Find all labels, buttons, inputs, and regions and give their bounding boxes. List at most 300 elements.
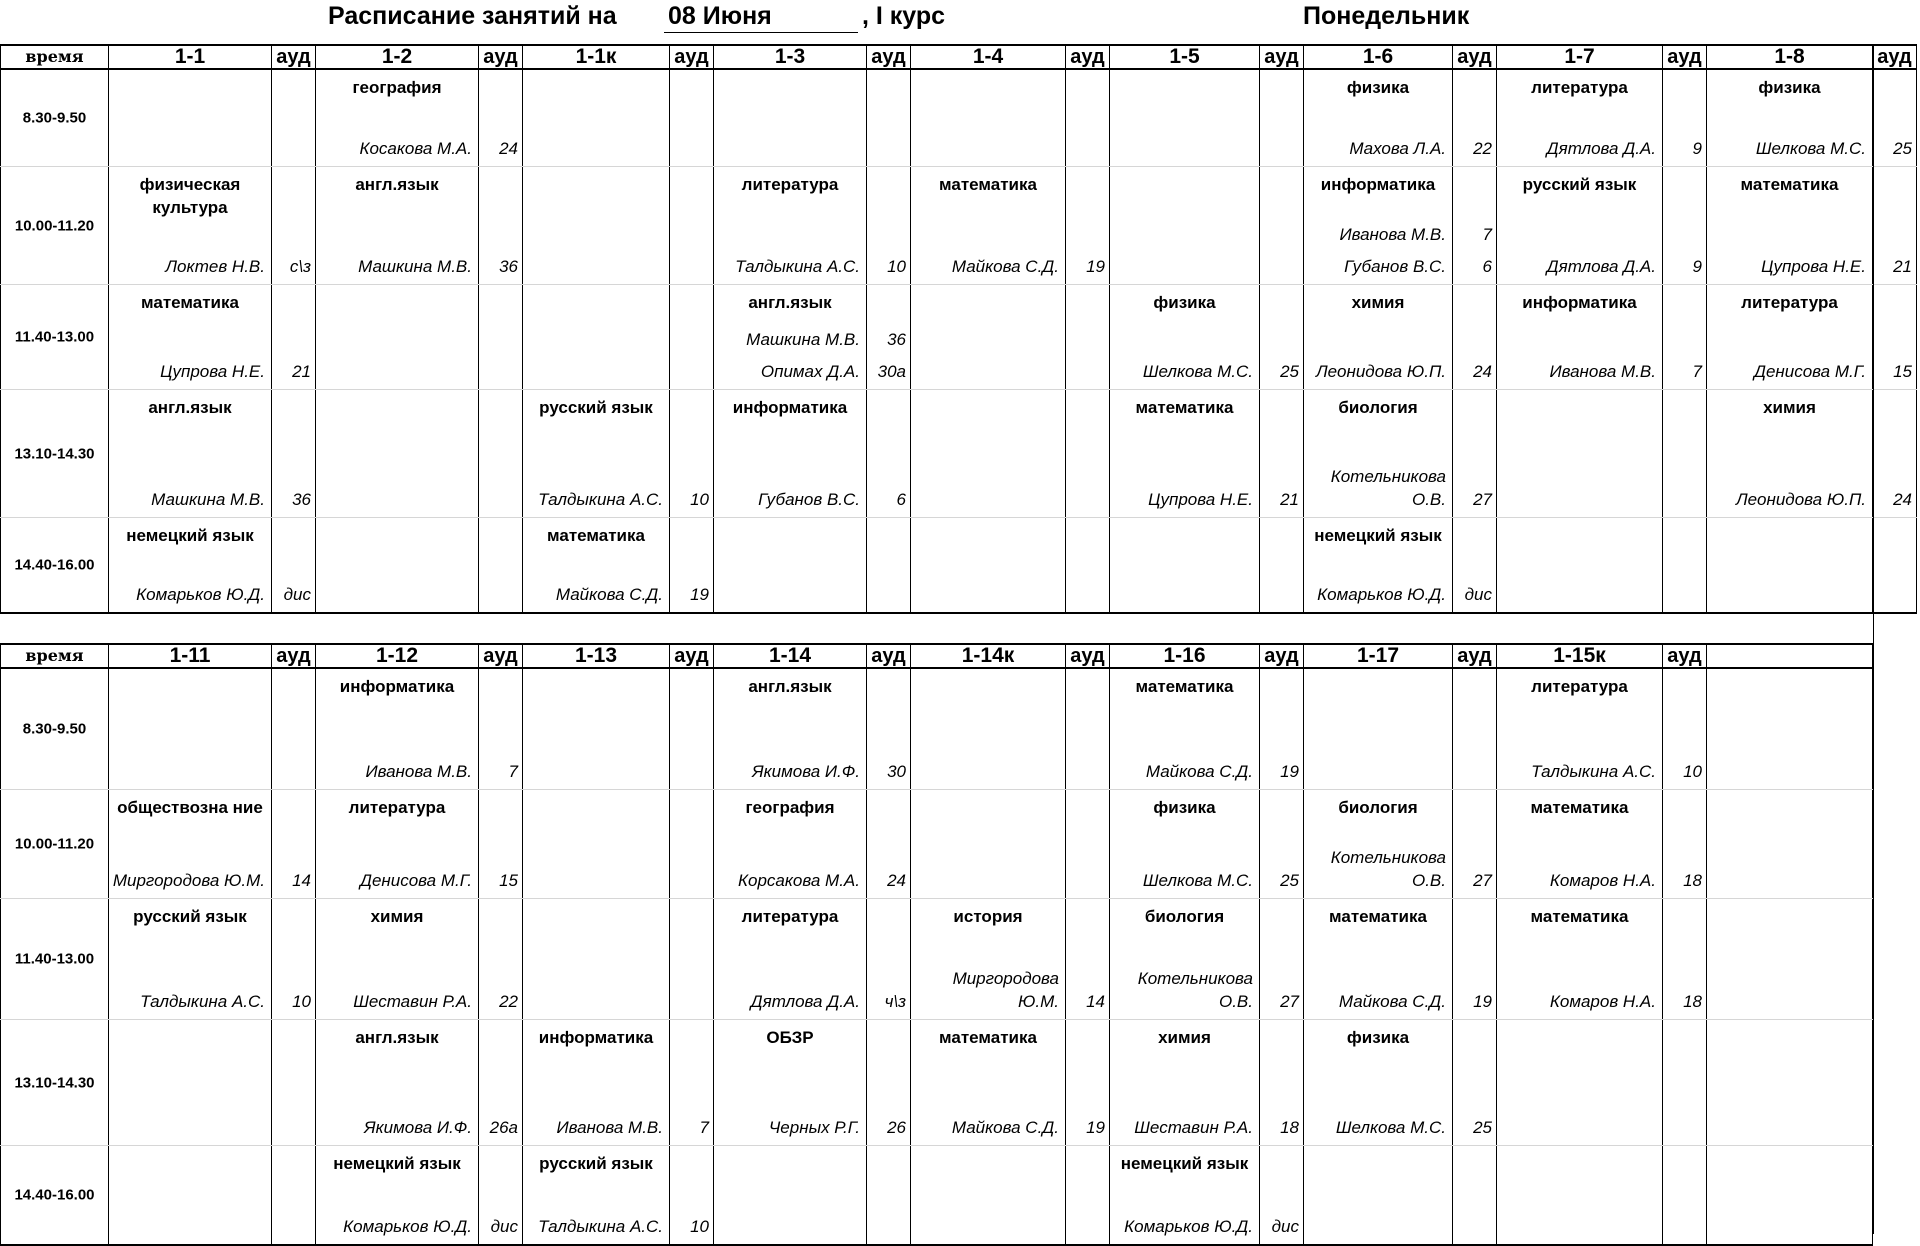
teacher-name: Майкова С.Д. [951, 257, 1059, 276]
subject-name: физика [1758, 78, 1821, 97]
room-cell [1873, 390, 1917, 518]
subject-name: математика [939, 1028, 1037, 1047]
time-slot-label: 8.30-9.50 [22, 720, 87, 738]
teacher-name: Майкова С.Д. [555, 585, 663, 604]
lesson-cell [523, 1146, 670, 1246]
schedule-table-2 [0, 643, 1873, 1246]
schedule-date: 08 Июня [668, 2, 772, 30]
room-number: 7 [1482, 225, 1492, 244]
lesson-cell [1707, 285, 1873, 390]
subject-name: литература [1741, 293, 1838, 312]
teacher-name: Цупрова Н.Е. [1761, 257, 1866, 276]
teacher-name: Иванова М.В. [1549, 362, 1656, 381]
lesson-cell [714, 1020, 867, 1146]
lesson-cell [1304, 1146, 1453, 1246]
teacher-name: Майкова С.Д. [1338, 992, 1446, 1011]
teacher-name: Леонидова Ю.П. [1735, 490, 1866, 509]
room-number: 19 [1086, 257, 1105, 276]
room-header: ауд [479, 644, 523, 668]
teacher-name: Комарьков Ю.Д. [1317, 585, 1446, 604]
teacher-name: Шелкова М.С. [1142, 362, 1253, 381]
lesson-cell [1304, 899, 1453, 1020]
header-row [1, 45, 1917, 69]
room-cell [867, 390, 911, 518]
room-number: 36 [499, 257, 518, 276]
lesson-cell [1110, 668, 1260, 790]
room-cell [1260, 1146, 1304, 1246]
empty-cell [1707, 899, 1873, 1020]
time-slot [1, 69, 109, 167]
room-number: 19 [1086, 1118, 1105, 1137]
room-number: 24 [1473, 362, 1492, 381]
subject-name: биология [1338, 398, 1418, 417]
lesson-cell [316, 790, 479, 899]
room-cell [1663, 167, 1707, 285]
room-cell [1066, 285, 1110, 390]
room-number: 24 [1893, 490, 1912, 509]
teacher-name: Якимова И.Ф. [364, 1118, 472, 1137]
room-cell [1453, 1146, 1497, 1246]
teacher-name: Комаров Н.А. [1549, 871, 1656, 890]
room-cell [867, 899, 911, 1020]
teacher-name: Махова Л.А. [1349, 139, 1446, 158]
room-cell [1066, 69, 1110, 167]
room-cell [1663, 285, 1707, 390]
room-number: 27 [1473, 871, 1492, 890]
lesson-cell [1304, 69, 1453, 167]
room-number: 27 [1280, 992, 1299, 1011]
room-number: дис [1271, 1217, 1299, 1236]
course-label: , I курс [862, 2, 946, 30]
room-cell [867, 668, 911, 790]
lesson-cell [1497, 790, 1663, 899]
lesson-cell [1497, 1020, 1663, 1146]
room-number: 26а [489, 1118, 518, 1137]
teacher-name: Комарьков Ю.Д. [343, 1217, 472, 1236]
room-cell [1066, 167, 1110, 285]
lesson-cell [109, 790, 272, 899]
room-number: 10 [690, 1217, 709, 1236]
room-number: 18 [1683, 992, 1702, 1011]
lesson-row [1, 518, 1917, 614]
lesson-cell [316, 1020, 479, 1146]
lesson-cell [316, 167, 479, 285]
room-cell [1663, 668, 1707, 790]
room-number: 15 [1893, 362, 1912, 381]
subject-name: химия [1158, 1028, 1211, 1047]
time-slot [1, 899, 109, 1020]
subject-name: англ.язык [355, 175, 439, 194]
teacher-name: Якимова И.Ф. [752, 762, 860, 781]
room-number: 14 [292, 871, 311, 890]
subject-name: математика [1329, 907, 1427, 926]
group-header: 1-14к [911, 644, 1066, 668]
lesson-cell [316, 69, 479, 167]
teacher-name: Майкова С.Д. [951, 1118, 1059, 1137]
room-cell [1066, 390, 1110, 518]
room-number: 14 [1086, 992, 1105, 1011]
room-number: 22 [499, 992, 518, 1011]
room-header: ауд [1066, 45, 1110, 69]
subject-name: информатика [339, 677, 455, 696]
group-header: 1-6 [1304, 45, 1453, 69]
subject-name: математика [1135, 677, 1234, 696]
room-cell [1453, 790, 1497, 899]
lesson-cell [1110, 899, 1260, 1020]
lesson-cell [1497, 899, 1663, 1020]
lesson-cell [911, 1146, 1066, 1246]
room-cell [1260, 1020, 1304, 1146]
room-number: 18 [1280, 1118, 1299, 1137]
room-cell [670, 668, 714, 790]
lesson-cell [109, 390, 272, 518]
teacher-name: Иванова М.В. [556, 1118, 663, 1137]
empty-cell [1707, 1146, 1873, 1246]
subject-name: информатика [1320, 175, 1436, 194]
room-number: 6 [1482, 257, 1492, 276]
title-prefix: Расписание занятий на [328, 2, 617, 30]
room-header: ауд [1873, 45, 1917, 69]
room-cell [1453, 285, 1497, 390]
room-cell [1873, 518, 1917, 614]
teacher-name: Комарьков Ю.Д. [1124, 1217, 1253, 1236]
subject-name: немецкий язык [333, 1154, 461, 1173]
subject-name: математика [1135, 398, 1234, 417]
teacher-name: Косакова М.А. [359, 139, 472, 158]
lesson-cell [316, 1146, 479, 1246]
room-cell [1260, 285, 1304, 390]
lesson-cell [109, 899, 272, 1020]
lesson-cell [911, 790, 1066, 899]
room-cell [670, 1020, 714, 1146]
subject-name: англ.язык [355, 1028, 439, 1047]
room-number: 24 [887, 871, 906, 890]
lesson-cell [714, 668, 867, 790]
subject-name: физическая культура [139, 175, 241, 217]
lesson-row [1, 1146, 1873, 1246]
subject-name: обществозна ние [117, 798, 263, 817]
room-number: дис [490, 1217, 518, 1236]
date-underline [664, 32, 858, 33]
room-cell [670, 167, 714, 285]
lesson-cell [1110, 69, 1260, 167]
room-cell [272, 285, 316, 390]
room-number: 27 [1473, 490, 1492, 509]
lesson-cell [714, 899, 867, 1020]
room-header: ауд [1663, 644, 1707, 668]
lesson-cell [911, 69, 1066, 167]
group-header: 1-4 [911, 45, 1066, 69]
subject-name: математика [141, 293, 239, 312]
lesson-cell [1110, 1020, 1260, 1146]
header-row [1, 644, 1873, 668]
room-header: ауд [1453, 45, 1497, 69]
lesson-cell [1110, 790, 1260, 899]
lesson-cell [109, 518, 272, 614]
lesson-cell [714, 518, 867, 614]
lesson-cell [523, 790, 670, 899]
room-cell [479, 518, 523, 614]
subject-name: информатика [538, 1028, 654, 1047]
lesson-cell [109, 1146, 272, 1246]
time-slot-label: 10.00-11.20 [14, 217, 95, 234]
room-number: 24 [499, 139, 518, 158]
room-cell [272, 899, 316, 1020]
room-number: 25 [1473, 1118, 1492, 1137]
lesson-cell [316, 285, 479, 390]
room-cell [1260, 790, 1304, 899]
room-cell [1873, 69, 1917, 167]
room-cell [670, 790, 714, 899]
empty-cell [1707, 1020, 1873, 1146]
subject-name: химия [1351, 293, 1405, 312]
room-cell [1453, 69, 1497, 167]
room-number: 10 [1683, 762, 1702, 781]
room-header: ауд [1260, 45, 1304, 69]
room-cell [272, 790, 316, 899]
time-header: время [1, 45, 109, 69]
room-number: 36 [887, 330, 906, 349]
room-cell [479, 69, 523, 167]
time-slot-label: 10.00-11.20 [14, 835, 95, 853]
room-header: ауд [1453, 644, 1497, 668]
teacher-name: Шелкова М.С. [1335, 1118, 1446, 1137]
room-cell [272, 69, 316, 167]
room-cell [1066, 1020, 1110, 1146]
lesson-cell [714, 285, 867, 390]
room-number: 9 [1692, 257, 1702, 276]
subject-name: математика [1530, 798, 1629, 817]
room-number: ч\з [884, 992, 906, 1011]
group-header: 1-15к [1497, 644, 1663, 668]
room-number: 7 [508, 762, 518, 781]
group-header: 1-16 [1110, 644, 1260, 668]
time-header: время [1, 644, 109, 668]
room-cell [272, 167, 316, 285]
lesson-cell [523, 285, 670, 390]
lesson-cell [1707, 167, 1873, 285]
subject-name: англ.язык [148, 398, 232, 417]
teacher-name: Локтев Н.В. [165, 257, 265, 276]
room-number: 9 [1692, 139, 1702, 158]
room-cell [1663, 1020, 1707, 1146]
room-number: 30 [887, 762, 906, 781]
room-cell [479, 285, 523, 390]
room-cell [1663, 1146, 1707, 1246]
room-header: ауд [272, 644, 316, 668]
lesson-cell [1497, 390, 1663, 518]
room-cell [670, 518, 714, 614]
teacher-name: Денисова М.Г. [1753, 362, 1866, 381]
teacher-name: Цупрова Н.Е. [160, 362, 265, 381]
lesson-cell [714, 790, 867, 899]
subject-name: химия [370, 907, 424, 926]
room-cell [670, 285, 714, 390]
lesson-row [1, 69, 1917, 167]
empty-cell [1707, 790, 1873, 899]
room-cell [1260, 390, 1304, 518]
room-number: 25 [1280, 871, 1299, 890]
teacher-name: Шелкова М.С. [1142, 871, 1253, 890]
lesson-cell [1304, 390, 1453, 518]
lesson-cell [911, 1020, 1066, 1146]
subject-name: литература [741, 907, 839, 926]
teacher-name: Дятлова Д.А. [1546, 257, 1656, 276]
group-header: 1-2 [316, 45, 479, 69]
teacher-name: Шелкова М.С. [1755, 139, 1866, 158]
room-cell [1066, 899, 1110, 1020]
room-number: 10 [887, 257, 906, 276]
room-cell [479, 167, 523, 285]
room-header: ауд [670, 644, 714, 668]
schedule-table-1 [0, 44, 1917, 614]
time-slot [1, 167, 109, 285]
teacher-name: Талдыкина А.С. [735, 257, 860, 276]
room-cell [1453, 1020, 1497, 1146]
lesson-cell [109, 167, 272, 285]
subject-name: литература [1531, 677, 1628, 696]
lesson-cell [1707, 390, 1873, 518]
time-slot-label: 11.40-13.00 [14, 328, 95, 346]
room-number: 15 [499, 871, 518, 890]
room-cell [670, 1146, 714, 1246]
room-header: ауд [479, 45, 523, 69]
room-cell [1066, 518, 1110, 614]
room-number: 19 [690, 585, 709, 604]
lesson-cell [1304, 518, 1453, 614]
lesson-row [1, 285, 1917, 390]
lesson-cell [1110, 518, 1260, 614]
lesson-cell [911, 518, 1066, 614]
lesson-cell [911, 390, 1066, 518]
teacher-name: Котельникова О.В. [1330, 467, 1446, 509]
room-cell [479, 390, 523, 518]
lesson-cell [1497, 167, 1663, 285]
lesson-cell [109, 69, 272, 167]
teacher-name: Губанов В.С. [758, 490, 860, 509]
room-cell [1453, 390, 1497, 518]
room-cell [1260, 518, 1304, 614]
lesson-cell [109, 1020, 272, 1146]
teacher-name: Талдыкина А.С. [1531, 762, 1656, 781]
time-slot [1, 518, 109, 614]
room-number: 26 [887, 1118, 906, 1137]
lesson-cell [1110, 390, 1260, 518]
subject-name: география [352, 78, 442, 97]
lesson-cell [911, 899, 1066, 1020]
room-cell [479, 790, 523, 899]
room-cell [479, 1146, 523, 1246]
room-cell [1066, 1146, 1110, 1246]
lesson-cell [109, 285, 272, 390]
empty-header [1707, 644, 1873, 668]
room-number: 21 [1280, 490, 1299, 509]
lesson-row [1, 390, 1917, 518]
time-slot-label: 14.40-16.00 [14, 1186, 95, 1204]
room-cell [867, 1020, 911, 1146]
group-header: 1-12 [316, 644, 479, 668]
room-number: 7 [1692, 362, 1702, 381]
lesson-row [1, 668, 1873, 790]
room-header: ауд [272, 45, 316, 69]
weekday-label: Понедельник [1303, 2, 1470, 30]
lesson-cell [316, 668, 479, 790]
teacher-name: Котельникова О.В. [1330, 848, 1446, 890]
subject-name: математика [1530, 907, 1629, 926]
subject-name: биология [1144, 907, 1225, 926]
lesson-cell [1497, 285, 1663, 390]
room-header: ауд [1663, 45, 1707, 69]
group-header: 1-13 [523, 644, 670, 668]
lesson-cell [1304, 285, 1453, 390]
teacher-name: Опимах Д.А. [760, 362, 860, 381]
lesson-row [1, 1020, 1873, 1146]
room-number: 19 [1473, 992, 1492, 1011]
lesson-cell [523, 69, 670, 167]
lesson-row [1, 899, 1873, 1020]
time-slot [1, 1146, 109, 1246]
subject-name: русский язык [539, 398, 653, 417]
group-header: 1-1к [523, 45, 670, 69]
room-header: ауд [1066, 644, 1110, 668]
group-header: 1-17 [1304, 644, 1453, 668]
room-number: 10 [292, 992, 311, 1011]
teacher-name: Корсакова М.А. [738, 871, 860, 890]
room-cell [867, 285, 911, 390]
lesson-cell [714, 167, 867, 285]
room-cell [272, 518, 316, 614]
room-cell [1663, 390, 1707, 518]
subject-name: литература [348, 798, 446, 817]
room-number: с\з [289, 257, 311, 276]
room-cell [1260, 69, 1304, 167]
room-cell [479, 1020, 523, 1146]
room-cell [479, 668, 523, 790]
subject-name: история [953, 907, 1023, 926]
room-cell [1663, 518, 1707, 614]
subject-name: русский язык [133, 907, 247, 926]
teacher-name: Дятлова Д.А. [750, 992, 860, 1011]
subject-name: русский язык [539, 1154, 653, 1173]
teacher-name: Машкина М.В. [358, 257, 472, 276]
teacher-name: Талдыкина А.С. [538, 1217, 663, 1236]
right-border [1873, 44, 1874, 1234]
group-header: 1-7 [1497, 45, 1663, 69]
room-number: 30а [877, 362, 906, 381]
subject-name: немецкий язык [126, 526, 254, 545]
room-cell [867, 1146, 911, 1246]
room-cell [867, 69, 911, 167]
room-number: 21 [292, 362, 311, 381]
lesson-cell [1110, 1146, 1260, 1246]
lesson-cell [911, 285, 1066, 390]
time-slot [1, 1020, 109, 1146]
lesson-row [1, 790, 1873, 899]
room-cell [272, 1020, 316, 1146]
room-cell [1453, 668, 1497, 790]
teacher-name: Майкова С.Д. [1145, 762, 1253, 781]
teacher-name: Губанов В.С. [1344, 257, 1446, 276]
empty-cell [1707, 668, 1873, 790]
room-cell [1260, 167, 1304, 285]
room-cell [479, 899, 523, 1020]
room-number: 7 [699, 1118, 709, 1137]
lesson-cell [1707, 518, 1873, 614]
lesson-cell [1497, 1146, 1663, 1246]
subject-name: математика [547, 526, 645, 545]
subject-name: ОБЗР [766, 1028, 814, 1047]
room-cell [1663, 790, 1707, 899]
